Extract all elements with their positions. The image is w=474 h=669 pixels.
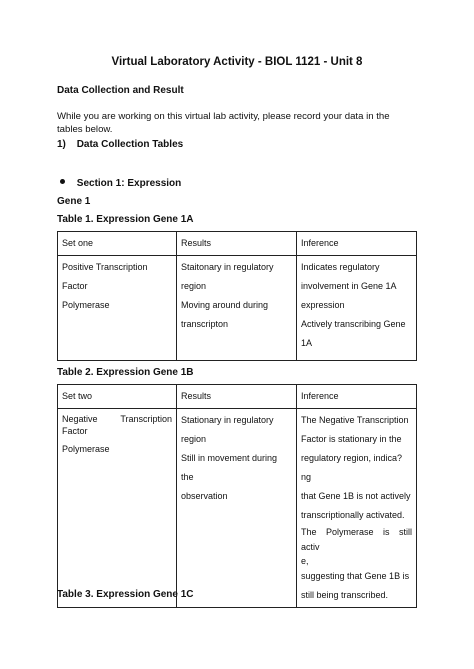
cell-line: Stationary in regulatory <box>181 415 274 425</box>
subsection-number: 1) <box>57 139 66 150</box>
table-cell <box>177 256 297 361</box>
cell-line: Still in movement during the <box>181 453 278 482</box>
cell-line: transcripton <box>181 319 229 329</box>
table-cell <box>58 256 177 361</box>
table-header-row <box>58 385 417 409</box>
cell-line: still being transcribed. <box>301 590 389 600</box>
expression-table-1a <box>57 231 417 361</box>
cell-line: Polymerase <box>62 300 110 310</box>
expression-table-1b <box>57 384 417 608</box>
table-header-cell: Set one <box>58 232 177 256</box>
cell-line: Polymerase <box>62 444 110 454</box>
bullet-item <box>60 178 181 189</box>
table-cell <box>297 256 417 361</box>
cell-line: Actively transcribing Gene <box>301 319 406 329</box>
table-cell <box>58 409 177 608</box>
table-header-cell: Inference <box>297 385 417 409</box>
cell-line: region <box>181 434 207 444</box>
gene-label: Gene 1 <box>57 196 91 207</box>
cell-line: that Gene 1B is not actively <box>301 491 411 501</box>
cell-line: Positive Transcription Factor <box>62 262 148 291</box>
subsection-label: Data Collection Tables <box>76 139 184 150</box>
intro-paragraph: While you are working on this virtual lab activity, please record your data in the tables below. <box>57 111 390 135</box>
cell-line: suggesting that Gene 1B is <box>301 571 410 581</box>
cell-line: regulatory region, indica?ng <box>301 453 403 482</box>
table-header-cell: Results <box>177 385 297 409</box>
subsection-heading <box>57 139 183 150</box>
table-header-row <box>58 232 417 256</box>
table-cell <box>177 409 297 608</box>
cell-line: Staitonary in regulatory <box>181 262 274 272</box>
cell-line: The Polymerase is still activ <box>301 527 412 552</box>
cell-line: Moving around during <box>181 300 269 310</box>
table-row <box>58 256 417 361</box>
bullet-section-label: Section 1: Expression <box>76 178 182 189</box>
cell-line: region <box>181 281 207 291</box>
cell-line: transcriptionally activated. <box>301 510 405 520</box>
table-header-cell: Results <box>177 232 297 256</box>
cell-word: Negative <box>62 414 98 424</box>
cell-line: Factor <box>62 426 88 436</box>
cell-line: expression <box>301 300 345 310</box>
table-cell <box>297 409 417 608</box>
cell-word: Transcription <box>120 414 172 424</box>
table2-caption: Table 2. Expression Gene 1B <box>57 367 194 378</box>
cell-line: involvement in Gene 1A <box>301 281 397 291</box>
table-row <box>58 409 417 608</box>
cell-line <box>62 413 172 425</box>
cell-line: Indicates regulatory <box>301 262 380 272</box>
table-header-cell: Inference <box>297 232 417 256</box>
cell-line: Factor is stationary in the <box>301 434 402 444</box>
table3-caption: Table 3. Expression Gene 1C <box>57 589 194 600</box>
document-title: Virtual Laboratory Activity - BIOL 1121 - Unit 8 <box>111 56 363 68</box>
table-header-cell: Set two <box>58 385 177 409</box>
cell-line: The Negative Transcription <box>301 415 409 425</box>
cell-line: 1A <box>301 338 313 348</box>
cell-line: e, <box>301 556 309 566</box>
cell-line: observation <box>181 491 228 501</box>
table1-caption: Table 1. Expression Gene 1A <box>57 214 194 225</box>
section-heading: Data Collection and Result <box>57 85 184 96</box>
bullet-icon <box>60 179 65 184</box>
